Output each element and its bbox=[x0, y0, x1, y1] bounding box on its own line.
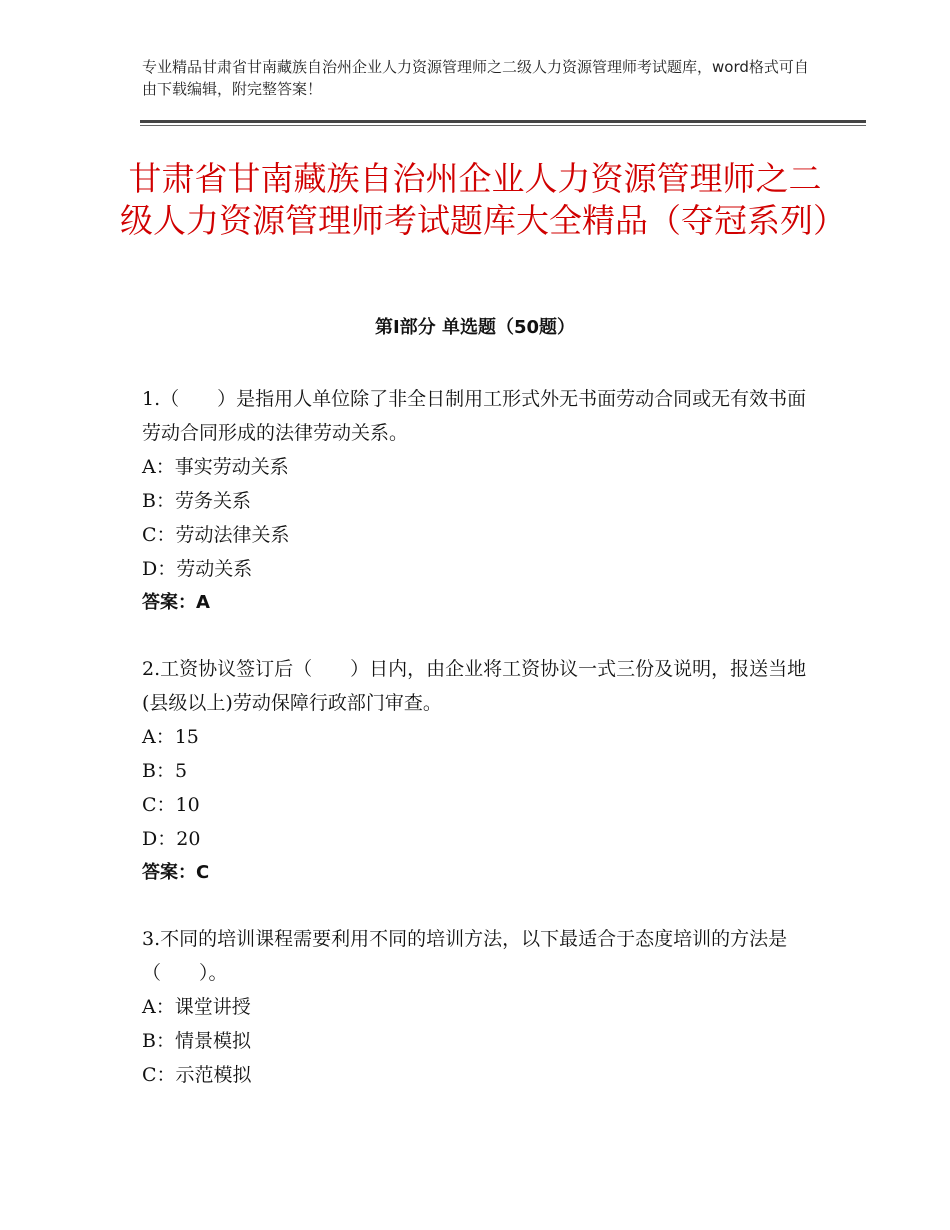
question-2 bbox=[142, 652, 812, 890]
question-stem: 1.（ ）是指用人单位除了非全日制用工形式外无书面劳动合同或无有效书面劳动合同形成的法律劳动关系。 bbox=[142, 388, 807, 444]
question-3 bbox=[142, 922, 812, 1092]
header-divider-thick bbox=[140, 120, 866, 123]
answer: 答案：A bbox=[142, 592, 210, 613]
option-b: B：5 bbox=[142, 760, 188, 782]
option-d: D：劳动关系 bbox=[142, 558, 253, 580]
question-list bbox=[142, 382, 812, 1124]
option-b: B：劳务关系 bbox=[142, 490, 251, 512]
question-stem: 3.不同的培训课程需要利用不同的培训方法，以下最适合于态度培训的方法是（ ）。 bbox=[142, 928, 788, 984]
document-title: 甘肃省甘南藏族自治州企业人力资源管理师之二级人力资源管理师考试题库大全精品（夺冠系列） bbox=[120, 159, 846, 240]
question-stem: 2.工资协议签订后（ ）日内，由企业将工资协议一式三份及说明，报送当地(县级以上)劳动保障行政部门审查。 bbox=[142, 658, 807, 714]
option-b: B：情景模拟 bbox=[142, 1030, 251, 1052]
section-title: 第Ⅰ部分 单选题（50题） bbox=[374, 317, 575, 338]
header-note: 专业精品甘肃省甘南藏族自治州企业人力资源管理师之二级人力资源管理师考试题库，word格式可自由下载编辑，附完整答案！ bbox=[142, 58, 809, 98]
option-d: D：20 bbox=[142, 828, 201, 850]
option-a: A：事实劳动关系 bbox=[142, 456, 289, 478]
question-1 bbox=[142, 382, 812, 620]
option-c: C：10 bbox=[142, 794, 200, 816]
option-a: A：15 bbox=[142, 726, 199, 748]
answer: 答案：C bbox=[142, 862, 210, 883]
option-a: A：课堂讲授 bbox=[142, 996, 251, 1018]
option-c: C：示范模拟 bbox=[142, 1064, 252, 1086]
header-divider-thin bbox=[140, 125, 866, 126]
option-c: C：劳动法律关系 bbox=[142, 524, 290, 546]
